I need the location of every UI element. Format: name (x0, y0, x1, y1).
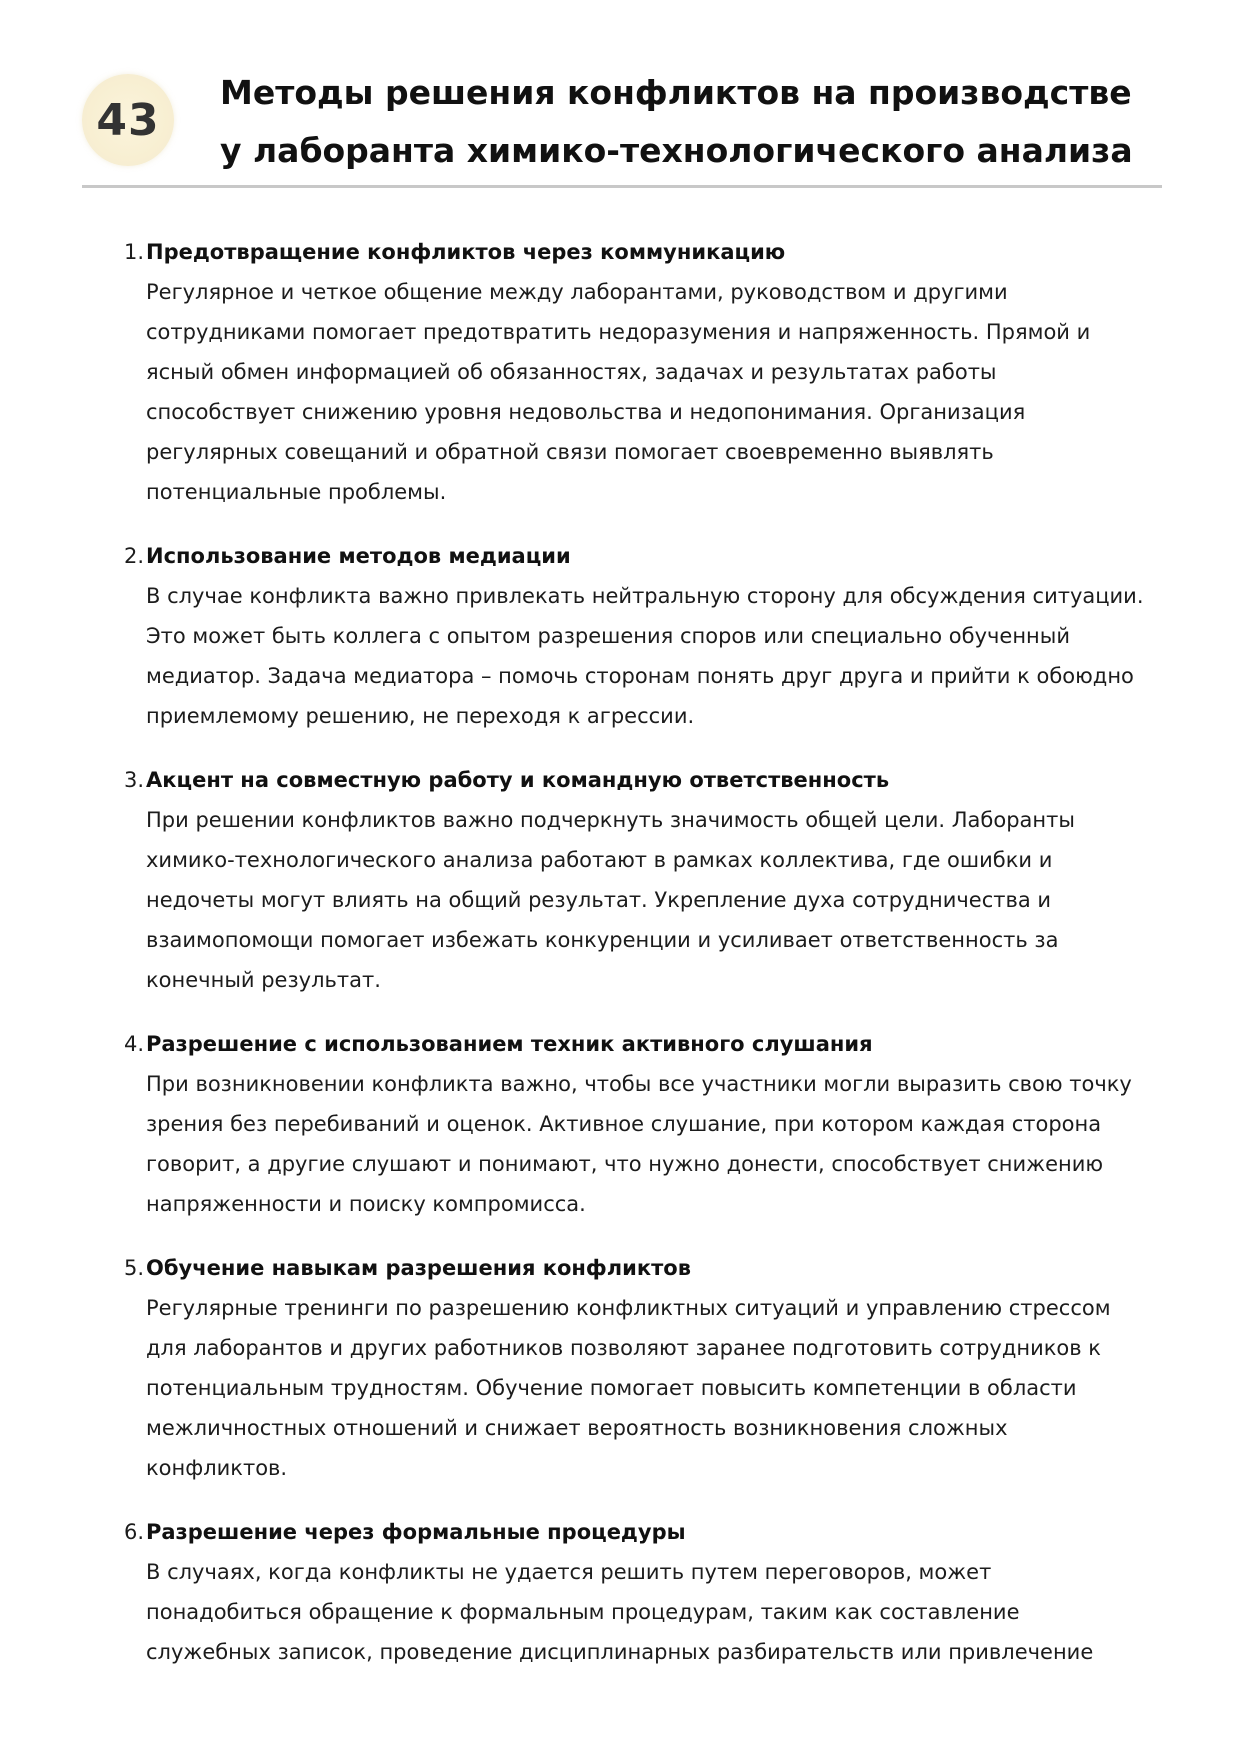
page-header (82, 60, 1162, 188)
list-item-title: Разрешение через формальные процедуры (146, 1520, 686, 1544)
list-item-number: 2. (123, 544, 144, 568)
list-item-title: Предотвращение конфликтов через коммуникацию (146, 240, 786, 264)
list-item-title: Использование методов медиации (146, 544, 571, 568)
list-item-text: Регулярное и четкое общение между лаборантами, руководством и другими сотрудниками помогает предотвратить недоразумения и напряженность. Прямой и ясный обмен информацией об обязанностях, задачах и результатах работы способствует снижению уровня недовольства и недопонимания. Организация регулярных совещаний и обратной связи помогает своевременно выявлять потенциальные проблемы. (146, 280, 1091, 504)
list-item-title: Разрешение с использованием техник активного слушания (146, 1032, 873, 1056)
list-item-text: В случае конфликта важно привлекать нейтральную сторону для обсуждения ситуации. Это может быть коллега с опытом разрешения споров или специально обученный медиатор. Задача медиатора – помочь сторонам понять друг друга и прийти к обоюдно приемлемому решению, не переходя к агрессии. (146, 584, 1144, 728)
methods-list (0, 232, 1239, 1696)
list-item-number: 6. (123, 1520, 144, 1544)
list-item-text: При возникновении конфликта важно, чтобы все участники могли выразить свою точку зрения без перебиваний и оценок. Активное слушание, при котором каждая сторона говорит, а другие слушают и понимают, что нужно донести, способствует снижению напряженности и поиску компромисса. (146, 1072, 1132, 1216)
page-number-badge (82, 74, 174, 166)
list-item-title: Акцент на совместную работу и командную ответственность (146, 768, 890, 792)
list-item (0, 232, 1146, 512)
list-item (0, 1512, 1146, 1672)
page-number: 43 (96, 94, 160, 146)
list-item-text: При решении конфликтов важно подчеркнуть значимость общей цели. Лаборанты химико-технологического анализа работают в рамках коллектива, где ошибки и недочеты могут влиять на общий результат. Укрепление духа сотрудничества и взаимопомощи помогает избежать конкуренции и усиливает ответственность за конечный результат. (146, 808, 1075, 992)
list-item-title: Обучение навыкам разрешения конфликтов (146, 1256, 692, 1280)
list-item-text: Регулярные тренинги по разрешению конфликтных ситуаций и управлению стрессом для лаборантов и других работников позволяют заранее подготовить сотрудников к потенциальным трудностям. Обучение помогает повысить компетенции в области межличностных отношений и снижает вероятность возникновения сложных конфликтов. (146, 1296, 1111, 1480)
list-item-text: В случаях, когда конфликты не удается решить путем переговоров, может понадобиться обращение к формальным процедурам, таким как составление служебных записок, проведение дисциплинарных разбирательств или привлечение (146, 1560, 1094, 1664)
list-item-number: 4. (123, 1032, 144, 1056)
list-item (0, 1024, 1146, 1224)
list-item-number: 3. (123, 768, 144, 792)
list-item (0, 536, 1146, 736)
list-item-number: 1. (123, 240, 144, 264)
list-item-number: 5. (123, 1256, 144, 1280)
page-title: Методы решения конфликтов на производстве у лаборанта химико-технологического анализа (220, 73, 1133, 170)
list-item (0, 1248, 1146, 1488)
list-item (0, 760, 1146, 1000)
